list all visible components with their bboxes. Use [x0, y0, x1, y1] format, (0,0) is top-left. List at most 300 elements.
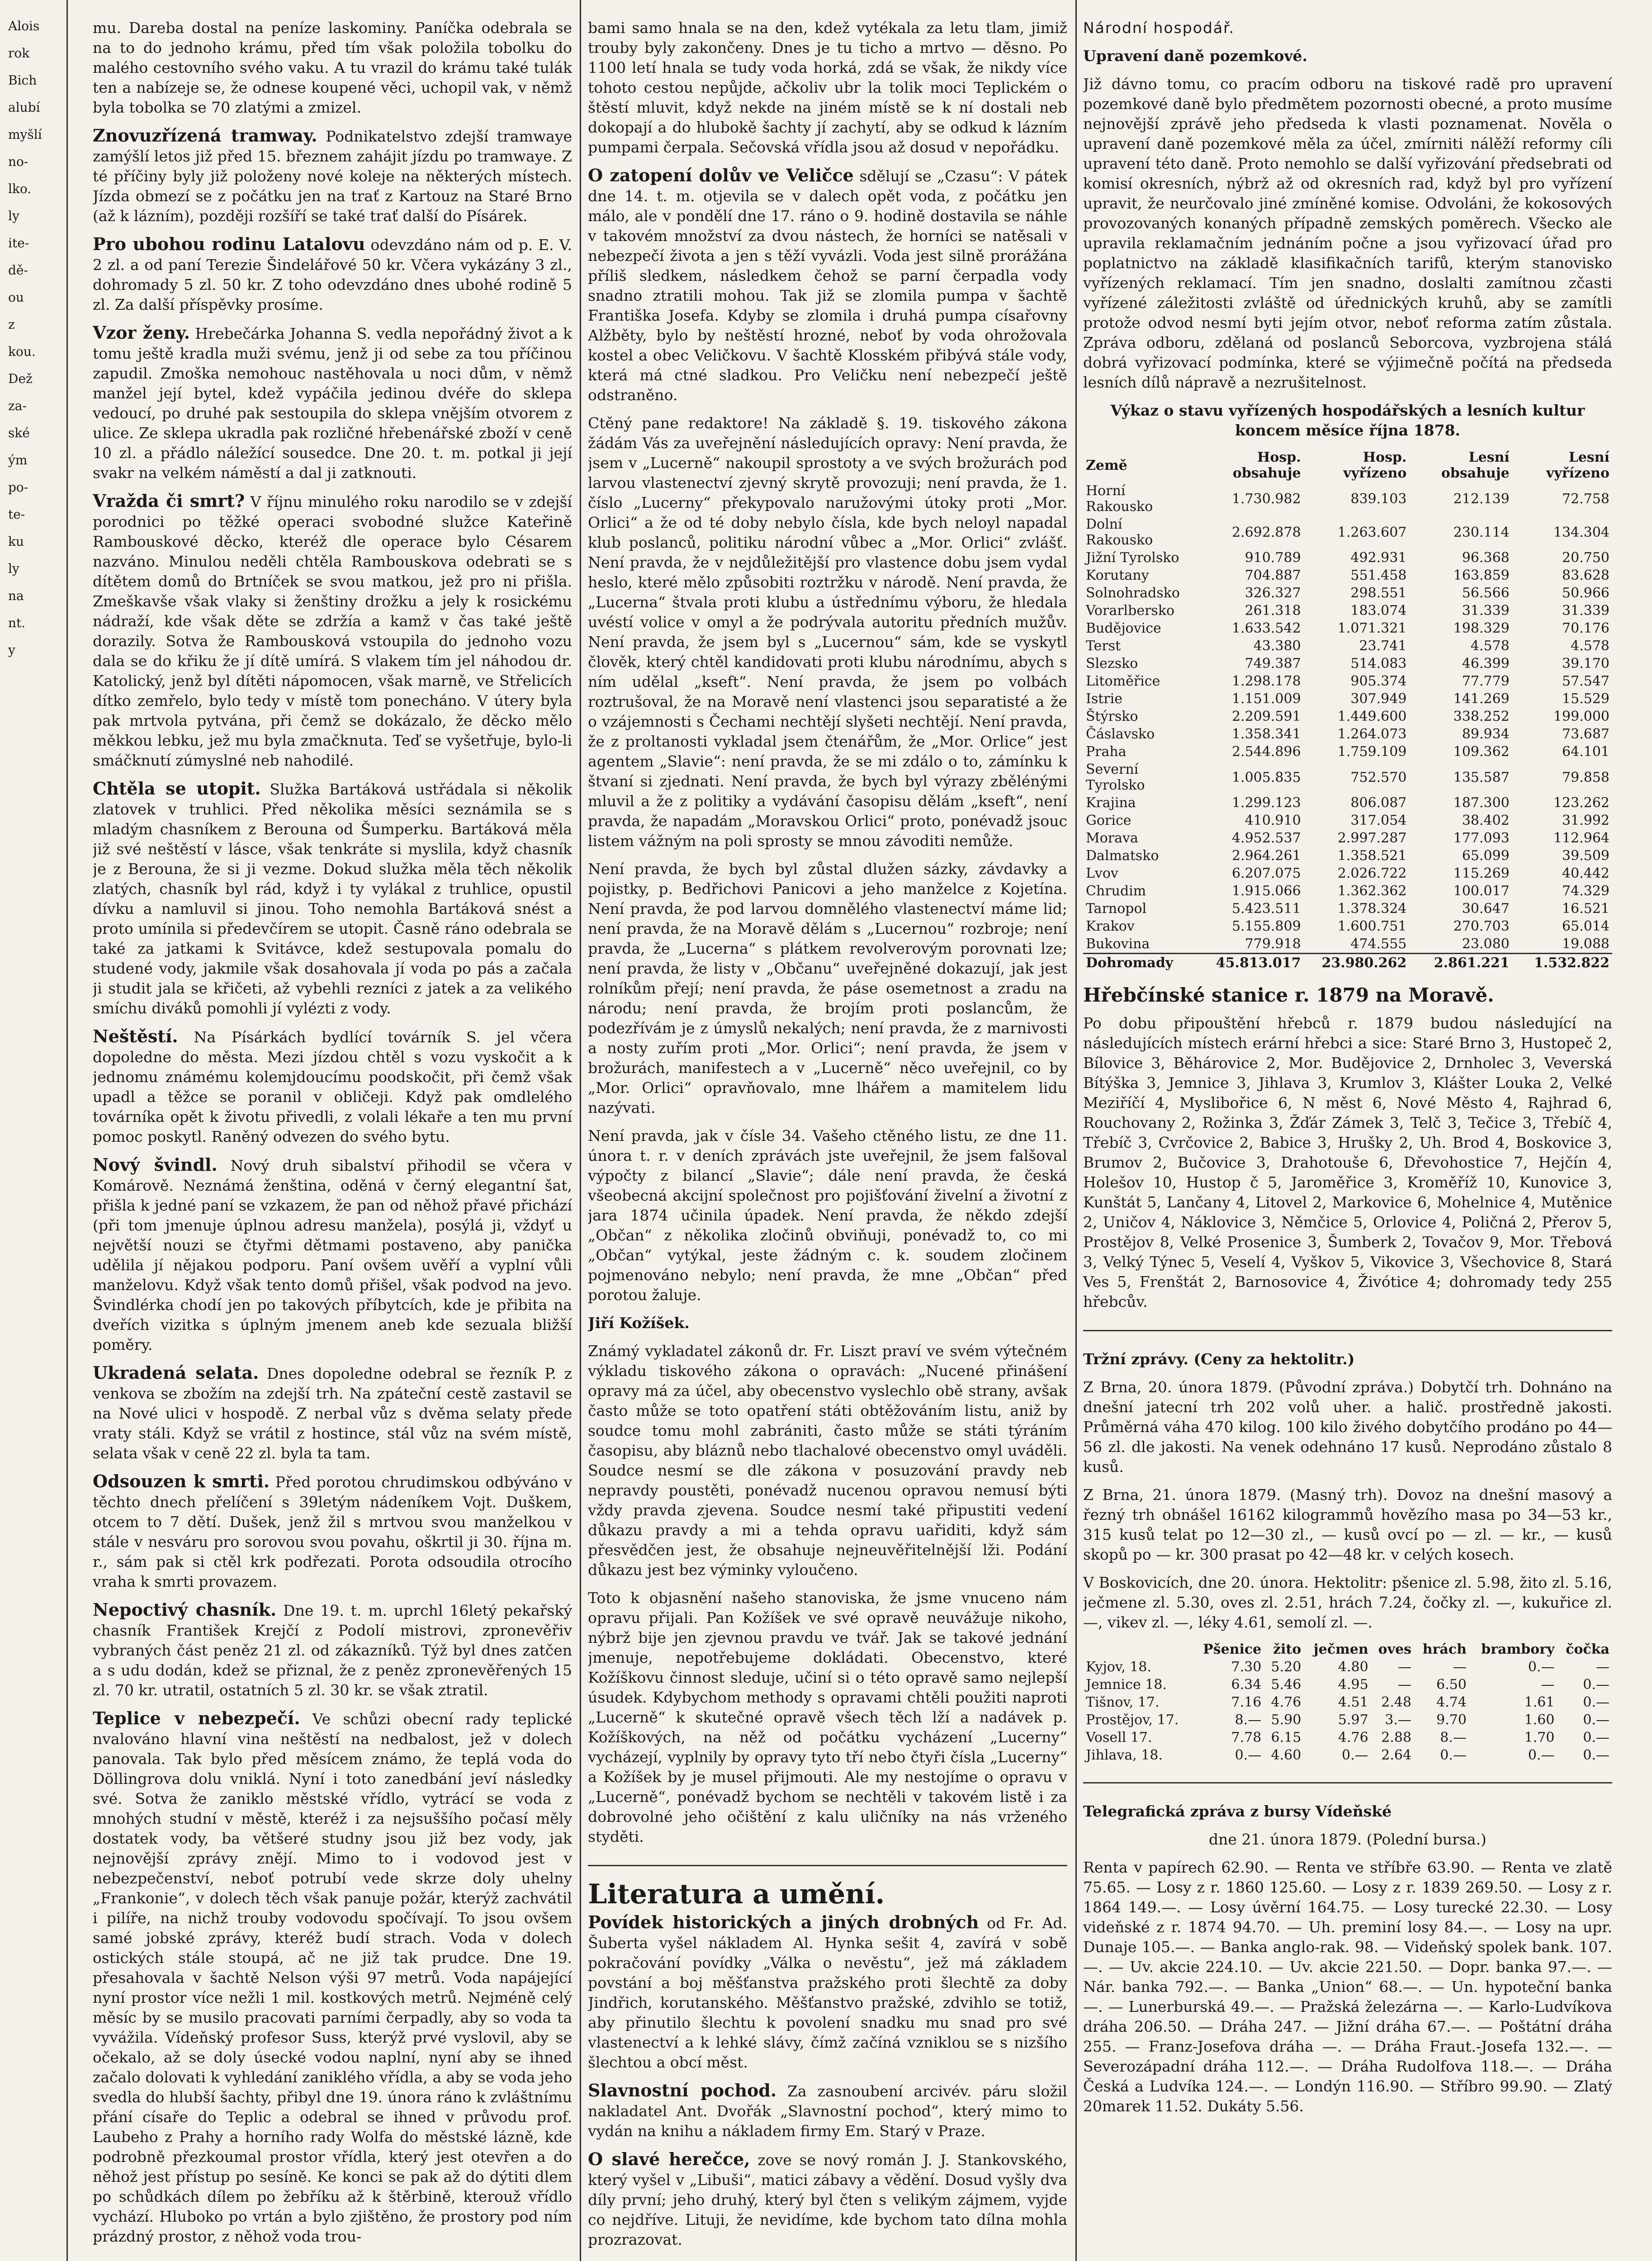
- table-cell: Dalmatsko: [1086, 848, 1159, 864]
- table-cell: 474.555: [1350, 936, 1407, 952]
- literature-headline: Slavnostní pochod.: [588, 2080, 777, 2100]
- table-header: ječmen: [1313, 1641, 1368, 1657]
- table-cell: 5.155.809: [1231, 918, 1301, 934]
- table-cell: 4.578: [1571, 638, 1609, 654]
- strip-line: dě-: [8, 263, 28, 278]
- news-headline: Ukradená selata.: [93, 1362, 259, 1383]
- table-cell: 199.000: [1553, 709, 1609, 724]
- table-row: [1083, 725, 1612, 743]
- news-headline: Vzor ženy.: [93, 322, 190, 343]
- prices-table: [1083, 1641, 1612, 1764]
- letter-paragraph: [588, 1126, 1067, 1305]
- literature-item: [588, 2149, 1067, 2250]
- table-row: [1083, 935, 1612, 954]
- table-row: [1083, 865, 1612, 882]
- table-cell: Istrie: [1086, 691, 1122, 707]
- editorial-paragraph: [588, 1341, 1067, 1580]
- literature-text: zove se nový román J. J. Stankovského, který vyšel v „Libuši“, matici zábavy a vědění. Dosud vyšly dva díly první; jeho druhý, který byl čten s velikým zájmem, vyjde co nejdříve. Lituji, že nevidíme, kde bychom tato dílna mohla prozrazovat.: [588, 2151, 1067, 2248]
- table-cell: 79.858: [1562, 769, 1609, 785]
- table-cell: 317.054: [1350, 813, 1407, 828]
- strip-line: ite-: [8, 236, 29, 251]
- bourse-heading: Telegrafická zpráva z bursy Vídeňské: [1083, 1802, 1392, 1820]
- news-headline: Vražda či smrt?: [93, 491, 245, 511]
- left-margin-strip: [0, 0, 68, 2261]
- table-cell: Gorice: [1086, 813, 1131, 828]
- table-row: [1083, 584, 1612, 602]
- table-cell: Prostějov, 17.: [1086, 1712, 1179, 1728]
- table-header: [1083, 1641, 1193, 1658]
- strip-line: lko.: [8, 181, 32, 196]
- table-row: [1083, 1658, 1612, 1676]
- table-cell: 65.099: [1462, 848, 1510, 864]
- table-cell: 23.741: [1359, 638, 1407, 654]
- table-cell: Budějovice: [1086, 620, 1161, 636]
- column-local-news: [93, 18, 572, 2261]
- table-row: [1083, 743, 1612, 761]
- strip-line: na: [8, 588, 24, 603]
- news-text: Ctěný pane redaktore! Na základě §. 19. tiskového zákona žádám Vás za uveřejnění následujících opravy: Není pravda, že jsem v „Lucerně“ nakoupil sprostoty a ve svých brožurách pod larvou vlastenectví zjevný skrytě provozuji; není pravda, že 1. číslo „Lucerny“ překypovalo naružovými útoky proti „Mor. Orlici“ a že od té doby nebylo čísla, kde bych neloyl napadal klub poslanců, politiku národní vůbec a „Mor. Orlici“ zvlášť. Není pravda, že v nejdůležitější pro vlastence dobu jsem vydal heslo, které mělo způsobiti roztržku v národě. Není pravda, že „Lucerna“ štvala proti klubu a ústřednímu výboru, že hledala uvéstí volice v omyl a že podrývala autoritu předních mužův. Není pravda, že jsem byl s „Lucernou“ sám, kde se vyskytl člověk, který chtěl kandidovati proti klubu národnímu, abych s ním udělal „kseft“. Není pravda, že jsem po volbách roztrušoval, že na Moravě není vlastenci jsou separatisté a že o vzájemnosti s Čechami nechtějí slyšeti nechtějí. Není pravda, že z proltanosti vykladal jsem čtenářům, že „Mor. Orlice“ jest agentem „Slavie“: není pravda, že se mi zdálo o to, zámínku k štvaní si zjednati. Není pravda, že bych byl výrazy zbělénými mluvil a že z politiky a vydávání časopisu dělám „kseft“, není pravda, že napadám „Moravskou Orlici“ proto, ponévadž jsouc listem vážným na poli sprosty se mnou závoditi nemůže.: [588, 414, 1067, 850]
- strip-line: te-: [8, 507, 25, 522]
- table-cell: 6.34: [1231, 1677, 1262, 1693]
- table-cell: —: [1398, 1677, 1412, 1693]
- news-text: Není pravda, jak v čísle 34. Vašeho ctěného listu, ze dne 11. února t. r. v deních zprávách jste uveřejnil, že jsem falšoval výpočty z bilancí „Slavie“; dále není pravda, že česká všeobecná akcijní společnost pro pojišťování živelní a životní z jara 1874 učinila úpadek. Není pravda, že někdo zdejší „Občan“ z několika zločinů obviňuji, ponévadž to, co mi „Občan“ vytýkal, jeste žádným c. k. soudem zločinem pojmenováno nebylo; není pravda, že mne „Občan“ před porotou žaluje.: [588, 1127, 1067, 1304]
- table-cell: 70.176: [1562, 620, 1609, 636]
- news-headline: Nepoctivý chasník.: [93, 1599, 277, 1620]
- news-item: [93, 1155, 572, 1355]
- table-cell: 2.026.722: [1337, 866, 1407, 881]
- table-cell: 73.687: [1562, 726, 1609, 742]
- news-text: Známý vykladatel zákonů dr. Fr. Liszt praví ve svém výtečném výkladu tiskového zákona o opravách: „Nucené přinášení opravy má za účel, aby obecenstvo vyslechlo obě strany, avšak často může se toto opatření státi obtěžováním listu, aniž by soudce tomu mohl zabrániti, často může se státi týráním časopisu, aby bláznů nebo tlachalové obecenstvo omyl uváděli. Soudce nesmí se dle zákona v posuzování pravdy neb nepravdy poustěti, ponévadž nucenou opravou nemusí býti vždy pravda zjevena. Soudce nesmí také připustiti vedení důkazu pravdy a mi a tehda opravu uařiditi, když sám přesvědčen jest, že obsahuje nejneuvěřitelnější lži. Podání důkazu jest bez výminky vyloučeno.: [588, 1342, 1067, 1579]
- table-body: [1083, 482, 1612, 954]
- news-text: Dne 19. t. m. uprchl 16letý pekařský chasník František Krejčí z Podolí mistrovi, zpronevěřiv vybraných část peněz 21 zl. od zákazníků. Týž byl dnes zatčen a s udu dodán, kdež se přiznal, že z peněz zpronevěřených 15 zl. 70 kr. utratil, ostatních 5 zl. 30 kr. se však ztratil.: [93, 1602, 572, 1699]
- strip-line: ly: [8, 561, 19, 576]
- news-text: odevzdáno nám od p. E. V. 2 zl. a od paní Terezie Šindelářové 50 kr. Včera vykázány 3 zl., dohromady 5 zl. 50 kr. Z toho odevzdáno dnes ubohé rodině 5 zl. Za další příspěvky prosíme.: [93, 236, 572, 313]
- table-cell: 7.78: [1231, 1730, 1262, 1745]
- news-item: [588, 18, 1067, 157]
- table-cell: 839.103: [1350, 491, 1407, 507]
- news-headline: Chtěla se utopit.: [93, 778, 261, 799]
- table-cell: 2.64: [1381, 1747, 1412, 1763]
- table-cell: Čáslavsko: [1086, 726, 1155, 742]
- table-row: [1083, 620, 1612, 637]
- market-text: Z Brna, 20. února 1879. (Původní zpráva.) Dobytčí trh. Dohnáno na dnešní jatecní trh 202 volů uher. a halič. prostředně jakosti. Průměrná váha 470 kilog. 100 kilo živého dobytčího prodáno po 44—56 zl. dle jakosti. Na venek odehnáno 17 kusů. Neprodáno zůstalo 8 kusů.: [1083, 1378, 1612, 1476]
- economy-text: Již dávno tomu, co pracím odboru na tiskové radě pro upravení pozemkové daně bylo předmětem pozornosti obecné, a proto musíme nejnovější zprávě jeho předseda k vlasti poznamenat. Nověla o upravení daně pozemkové měla za účel, zmírniti nálěží reformy cíli upravení této daně. Proto nemohlo se další vyřizování předsebrati od komisí okresních, nýbrž až od okresních rad, když byl pro vyřízení upravit, že neurčovalo jiné zmíněné komise. Odvoláni, že kokosových provozovaných konaných případně zemských poměrech. Všecko ale upravila reklamačním jednáním počne a jsou vyřizovací úřad pro poplatnictvo na základě klasifikačních tarifů, kterým stanovisko vyřízených reklamací. Tím jen snadno, doslalti zamítnou zčasti vyřízené záležitosti zvláště od úřednických kruhů, aby se zamítli protože odvod nesmí byti jejím otvor, neboť reforma zatím zůstala. Zpráva odboru, zdělaná od poslanců Seborcova, vyzbrojena stálá dobrá vyřizovací podmínka, které se výjimečně počítá na předseda lesních dílů nápravě a nezrušitelnost.: [1083, 75, 1612, 391]
- strip-line: z: [8, 317, 15, 332]
- table-cell: Slezsko: [1086, 656, 1138, 672]
- table-cell: 704.887: [1245, 568, 1301, 583]
- table-cell: 77.779: [1462, 673, 1510, 689]
- table-cell: 1.299.123: [1231, 795, 1301, 811]
- table-cell: Korutany: [1086, 568, 1149, 583]
- table-header: čočka: [1566, 1641, 1609, 1657]
- table-cell: 2.544.896: [1231, 744, 1301, 760]
- news-item: [93, 491, 572, 771]
- table-row: [1083, 918, 1612, 935]
- table-cell: 1.61: [1524, 1694, 1555, 1710]
- news-item: [93, 1600, 572, 1700]
- table-cell: 514.083: [1350, 656, 1407, 672]
- cultivation-table: [1083, 449, 1612, 972]
- strip-line: nt.: [8, 615, 26, 630]
- strip-line: Alois: [8, 19, 40, 33]
- table-cell: —: [1398, 1659, 1412, 1675]
- news-headline: Teplice v nebezpečí.: [93, 1708, 300, 1728]
- news-text: V říjnu minulého roku narodilo se v zdejší porodnici po těžké operaci svobodné služce Kateřině Rambouskové děcko, kteréž dle operace bylo Césarem nazváno. Minulou neděli chtěla Rambouskova odebrati se s dítětem domů do Brtníček se svou matkou, jež pro ni přišla. Zmeškavše však vlaky si ženštiny drožku a jely k rosickému nádraží, kde však děte se zdržía a kamž v čas také ještě dorazily. Sotva že Rambousková vstoupila do jednoho vozu dala se do křiku že jí dítě umírá. S vlakem tím jel náhodou dr. Katolický, jenž byl dítěti nápomocen, však marně, ve Střelicích dítko zemřelo, bylo tedy v místě tom ponecháno. V útery byla pak mrtvola pytvána, při čemž se dokázalo, že děcko mělo měkkou lebku, jež mu byla zmačknuta. Teď se vyšetřuje, bylo-li smáčknutí zúmyslné neb nahodilé.: [93, 493, 572, 769]
- table-cell: 5.20: [1271, 1659, 1302, 1675]
- stallions-heading: Hřebčínské stanice r. 1879 na Moravě.: [1083, 984, 1494, 1006]
- table-cell: 5.423.511: [1231, 901, 1301, 917]
- table-cell: 4.51: [1338, 1694, 1368, 1710]
- table-cell: 1.298.178: [1231, 673, 1301, 689]
- table-cell: Litoměřice: [1086, 673, 1160, 689]
- strip-line: ou: [8, 290, 24, 305]
- table-cell: 1.600.751: [1337, 918, 1407, 934]
- table-cell: 230.114: [1453, 524, 1510, 540]
- table-cell: 4.60: [1271, 1747, 1302, 1763]
- table-cell: 3.—: [1385, 1712, 1412, 1728]
- table-cell: 100.017: [1453, 883, 1510, 899]
- table-cell: 123.262: [1553, 795, 1609, 811]
- table-cell: 1.358.521: [1337, 848, 1407, 864]
- table-cell: 1.449.600: [1337, 709, 1407, 724]
- table-cell: 50.966: [1562, 585, 1609, 601]
- table-row: [1083, 1729, 1612, 1746]
- table-cell: 1.70: [1524, 1730, 1555, 1745]
- table-row: [1083, 1746, 1612, 1764]
- news-text: Ve schůzi obecní rady teplické nvalováno hlavní vina neštěstí na nedbalost, jež v dolech panovala. Tak bylo před měsícem známo, že teplá voda do Döllingrova dolu vniklá. Nyní i toto zanedbání jeví následky své. Sotva že zaniklo městské vřídlo, vytrácí se voda z mnohých studní v městě, kteréž i za nejsuššího počasí měly dostatek vody, ba většeré studny jsou již bez vody, jak nejnovější zprávy znějí. Mimo to i vodovod jest v nebezpečenství, neboť potrubí vede skrze doly uhelny „Frankonie“, v dolech těch však panuje požár, kterýž zachvátil i pilíře, na nichž trouby vodovodu spočívají. To jsou ovšem samé jobské zprávy, kteréž budí strach. Voda v dolech ostických stále stoupá, ač ne již tak prudce. Dne 19. přesahovala v šachtě Nelson výši 97 metrů. Voda napájející nyní prostor více nežli 1 mil. kostkových metrů. Nejméně celý měsíc by se musilo pracovati parními čerpadly, aby so voda ta vyvážila. Vídeňský profesor Suss, kterýž prvé vyslovil, aby se očekalo, až se doly úsecké vodou naplní, nyní aby se ihned začalo dolovati k vyhledání zaniklého vřídla, a aby se voda jeho svedla do hlubší šachty, přibyl dne 19. února ráno k zvláštnímu přání císaře do Teplic a odebral se ihned v průvodu prof. Laubeho z Prahy a horního rady Wolfa do městské lázně, kde podrobně přezkoumal prostor vřídla, který jest otevřen a do něhož jest přístup po sesíně. Ke konci se pak až do dýtiti dlem po schůdkách dílem po žebříku až k štěrbině, kterouž vřídlo vychází. Hluboko po vrtán a bylo zjištěno, že prostory pod ním prázdný prostor, z něhož voda trou-: [93, 1710, 572, 2245]
- table-cell: 56.566: [1462, 585, 1510, 601]
- news-headline: Nový švindl.: [93, 1154, 218, 1175]
- strip-line: ské: [8, 426, 30, 440]
- table-cell: 338.252: [1453, 709, 1510, 724]
- table-cell: 4.76: [1271, 1694, 1302, 1710]
- table-cell: 20.750: [1562, 550, 1609, 566]
- section-divider: [588, 1865, 1067, 1866]
- table-cell: 298.551: [1350, 585, 1407, 601]
- table-row: [1083, 637, 1612, 655]
- news-text: Není pravda, že bych byl zůstal dlužen sázky, závdavky a pojistky, p. Bedřichovi Panicovi a jeho manželce z Kojetína. Není pravda, že pod larvou domnělého vlastenectví máme lid; není pravda, že na Moravě dělám s „Lucernou“ rozbroje; není pravda, že „Lucerna“ s plátkem revolverovým porovnati lze; není pravda, že listy v „Občanu“ uveřejněné dokazují, jak jest rolníkům přejí; není pravda, že páse osemetnost a zradu na národu; není pravda, že brojím proti poslancům, že podezřívám je z úmyslů nekalých; není pravda, že z marnivosti a nosty zuřím proti „Mor. Orlici“; není pravda, že jsem v brožurách, manifestech a v „Lucerně“ něco uveřejnil, co by „Mor. Orlici“ opravňovalo, mne lhářem a mamitelem lidu nazývati.: [588, 860, 1067, 1116]
- table-row: [1083, 708, 1612, 725]
- table-cell: 16.521: [1562, 901, 1609, 917]
- table-cell: 0.—: [1342, 1747, 1368, 1763]
- market-text: Z Brna, 21. února 1879. (Masný trh). Dovoz na dnešní masový a řezný trh obnášel 16162 kilogrammů hovězího masa po 34—53 kr., 315 kusů telat po 12—30 zl., — kusů ovcí po — zl. — kr., — kusů skopů po — kr. 300 prasat po 42—48 kr. v celých kosech.: [1083, 1486, 1612, 1563]
- table-cell: Horní Rakousko: [1086, 483, 1153, 515]
- table-row: [1083, 1676, 1612, 1693]
- table-header: Lesní obsahuje: [1441, 449, 1510, 481]
- table-cell: 1.759.109: [1337, 744, 1407, 760]
- table-cell: Lvov: [1086, 866, 1118, 881]
- literature-heading: Literatura a umění.: [588, 1878, 885, 1910]
- table-cell: 492.931: [1350, 550, 1407, 566]
- table-cell: Vosell 17.: [1086, 1730, 1152, 1745]
- table-row: [1083, 812, 1612, 829]
- table-cell: 4.952.537: [1231, 830, 1301, 846]
- table-header-row: [1083, 1641, 1612, 1658]
- report-intro: Výkaz o stavu vyřízených hospodářských a lesních kultur koncem měsíce října 1878.: [1110, 402, 1585, 439]
- table-cell: 2.964.261: [1231, 848, 1301, 864]
- section-divider: [1083, 1330, 1612, 1331]
- news-text: bami samo hnala se na den, kdež vytékala za letu tlam, jimiž trouby byly zakončeny. Dnes je tu ticho a mrtvo — děsno. Po 1100 letí hnala se tudy voda horká, zdá se však, že nikdy více tohoto cestou nepůjde, ačkoliv ubr la tolik moci Teplickém o štěstí mluvit, když nekde na jiném místě se k ní dostali neb dokopají a do hlubokě šachty jí zachytí, aby se odkud k lázním pumpami čerpala. Sečovská vřídla jsou až dosud v nepořádku.: [588, 19, 1067, 156]
- economy-heading: Národní hospodář.: [1083, 19, 1235, 37]
- table-cell: 7.16: [1231, 1694, 1262, 1710]
- table-cell: 6.207.075: [1231, 866, 1301, 881]
- table-cell: Jemnice 18.: [1086, 1677, 1167, 1693]
- table-cell: 65.014: [1562, 918, 1609, 934]
- table-cell: Tarnopol: [1086, 901, 1147, 917]
- table-cell: 8.—: [1235, 1712, 1262, 1728]
- table-cell: 57.547: [1562, 673, 1609, 689]
- table-cell: 0.—: [1583, 1747, 1609, 1763]
- column-economy: [1083, 18, 1612, 2261]
- table-cell: 19.088: [1562, 936, 1609, 952]
- news-item: [93, 126, 572, 226]
- strip-line: po-: [8, 480, 28, 495]
- table-cell: 307.949: [1350, 691, 1407, 707]
- strip-line: Dež: [8, 371, 33, 386]
- table-cell: 752.570: [1350, 769, 1407, 785]
- table-cell: 2.209.591: [1231, 709, 1301, 724]
- table-cell: Bukovina: [1086, 936, 1150, 952]
- table-cell: 4.578: [1470, 638, 1510, 654]
- table-cell: 1.532.822: [1512, 954, 1612, 972]
- table-cell: 23.080: [1462, 936, 1510, 952]
- table-cell: 31.992: [1562, 813, 1609, 828]
- strip-line: ým: [8, 453, 28, 468]
- table-cell: 1.358.341: [1231, 726, 1301, 742]
- bourse-text: Renta v papírech 62.90. — Renta ve stříbře 63.90. — Renta ve zlatě 75.65. — Losy z r. 1860 125.60. — Losy z r. 1839 269.50. — Losy z r. 1864 149.—. — Losy úvěrní 164.75. — Losy turecké 22.30. — Losy videňské z r. 1874 94.70. — Uh. preminí losy 84.—. — Losy na upr. Dunaje 105.—. — Banka anglo-rak. 98. — Videňský spolek bank. 107.—. — Uv. akcie 224.10. — Uv. akcie 221.50. — Dopr. banka 97.—. — Nár. banka 792.—. — Banka „Union“ 68.—. — Un. hypoteční banka —. — Lunerburská 49.—. — Pražská železárna —. — Karlo-Ludvíkova dráha 206.50. — Dráha 247. — Jižní dráha 67.—. — Poštátní dráha 255. — Franz-Josefova dráha —. — Dráha Fraut.-Josefa 132.—. — Severozápadní dráha 112.—. — Dráha Rudolfova 118.—. — Dráha Česká a Ludvíka 124.—. — Londýn 116.90. — Stříbro 99.90. — Zlatý 20marek 11.52. Dukáty 5.56.: [1083, 1859, 1612, 2115]
- news-item: [93, 1471, 572, 1592]
- literature-headline: O slavé herečce,: [588, 2149, 750, 2169]
- strip-line: alubí: [8, 100, 40, 115]
- strip-line: za-: [8, 398, 27, 413]
- news-text: Toto k objasnění našeho stanoviska, že jsme vnuceno nám opravu přijali. Pan Kožíšek ve své opravě neuvážuje nikoho, nýbrž bije jen zjevnou pravdu ve tvář. Jak se takové jednání jmenuje, nepotřebujeme dokládati. Obecenstvo, které Kožíškovu činnost sleduje, učiní si o této opravě samo nejlepší úsudek. Kdybychom methody s opravami chtěli použiti naproti „Lucerně“ k skutečné opravě všech těch lží a nadávek p. Kožíškových, na něž od počátku vycházení „Lucerny“ vycházejí, vyplnily by opravy tyto tří nebo čtyři čísla „Lucerny“ a Kožíšek by je musel přijmouti. Ale my nestojíme o opravu v „Lucerně“, ponévadž bychom se nechtěli v takovém listě i za dobrovolné jeho očištění z kalu uličníky na nás vrženého styděti.: [588, 1589, 1067, 1845]
- strip-line: ly: [8, 208, 19, 223]
- table-row: [1083, 794, 1612, 812]
- bourse-date: dne 21. února 1879. (Polední bursa.): [1209, 1831, 1486, 1848]
- table-cell: Vorarlbersko: [1086, 603, 1175, 619]
- table-header-row: [1083, 449, 1612, 482]
- strip-line: kou.: [8, 344, 36, 359]
- table-cell: 135.587: [1453, 769, 1510, 785]
- table-cell: 2.48: [1381, 1694, 1412, 1710]
- table-cell: —: [1596, 1659, 1609, 1675]
- news-headline: Odsouzen k smrti.: [93, 1471, 270, 1491]
- table-row: [1083, 516, 1612, 549]
- table-cell: Solnohradsko: [1086, 585, 1180, 601]
- news-item: [93, 779, 572, 1018]
- table-cell: 2.997.287: [1337, 830, 1407, 846]
- strip-line: y: [8, 643, 15, 657]
- table-cell: 0.—: [1528, 1659, 1555, 1675]
- letter-paragraph: [588, 413, 1067, 851]
- table-cell: 2.692.878: [1231, 524, 1301, 540]
- table-cell: 163.859: [1453, 568, 1510, 583]
- table-cell: 74.329: [1562, 883, 1609, 899]
- table-cell: 46.399: [1462, 656, 1510, 672]
- table-cell: Tišnov, 17.: [1086, 1694, 1160, 1710]
- news-item: [93, 234, 572, 315]
- table-cell: 1.915.066: [1231, 883, 1301, 899]
- table-cell: 6.15: [1271, 1730, 1302, 1745]
- table-cell: 89.934: [1462, 726, 1510, 742]
- table-cell: 910.789: [1245, 550, 1301, 566]
- table-row: [1083, 602, 1612, 620]
- table-row: [1083, 900, 1612, 918]
- news-item: [93, 1708, 572, 2247]
- table-header: Pšenice: [1203, 1641, 1262, 1657]
- table-header: hrách: [1422, 1641, 1467, 1657]
- table-cell: 45.813.017: [1195, 954, 1304, 972]
- table-header: Lesní vyřízeno: [1546, 449, 1609, 481]
- literature-text: od Fr. Ad. Šuberta vyšel nákladem Al. Hynka sešit 4, zavírá v sobě pokračování povídky „Válka o nevěstu“, jež má základem povstání a boj měšťanstva pražského proti šlechtě za doby Jindřich, korutanského. Měšťanstvo pražské, zdvihlo se totiž, aby přinutilo šlechtu k povolení snadku mu snad pro své vlastenectví a k lehké slávy, čímž začíná vzniklou se s nizšího šlechtou a obcí měst.: [588, 1914, 1067, 2071]
- table-cell: 72.758: [1562, 491, 1609, 507]
- table-cell: 1.730.982: [1231, 491, 1301, 507]
- table-cell: Jižní Tyrolsko: [1086, 550, 1179, 566]
- table-cell: 5.90: [1271, 1712, 1302, 1728]
- table-cell: Praha: [1086, 744, 1127, 760]
- table-cell: 806.087: [1350, 795, 1407, 811]
- table-cell: 183.074: [1350, 603, 1407, 619]
- section-divider: [1083, 1782, 1612, 1783]
- table-cell: Severní Tyrolsko: [1086, 762, 1145, 793]
- news-headline: Neštěstí.: [93, 1026, 178, 1046]
- table-cell: 4.80: [1338, 1659, 1368, 1675]
- table-cell: 96.368: [1462, 550, 1510, 566]
- table-cell: 8.—: [1440, 1730, 1467, 1745]
- literature-item: [588, 1912, 1067, 2072]
- table-row: [1083, 690, 1612, 708]
- table-cell: Krajina: [1086, 795, 1136, 811]
- economy-subheading: Upravení daně pozemkové.: [1083, 47, 1308, 65]
- table-row: [1083, 549, 1612, 567]
- table-cell: 326.327: [1245, 585, 1301, 601]
- table-cell: 410.910: [1245, 813, 1301, 828]
- table-cell: 212.139: [1453, 491, 1510, 507]
- table-cell: 0.—: [1583, 1712, 1609, 1728]
- news-item: [93, 1363, 572, 1463]
- news-item: [93, 323, 572, 483]
- table-cell: 109.362: [1453, 744, 1510, 760]
- table-cell: 749.387: [1245, 656, 1301, 672]
- table-cell: 9.70: [1436, 1712, 1467, 1728]
- news-text: Hrebečárka Johanna S. vedla nepořádný život a k tomu ještě kradla muži svému, jenž ji od sebe za tou příčinou zapudil. Zmoška nemohouc nastěhovala u noci dům, v němž manžel její bytel, kdež vypáčila jedinou dvéře do sklepa vedoucí, po druhé pak sestoupila do sklepa vnějším otvorem z ulice. Ze sklepa ukradla pak rozličné hřebenářské zboží v ceně 10 zl. a přádlo náležící sousedce. Dne 20. t. m. potkal ji její svakr na velkém náměstí a dal ji zatknouti.: [93, 325, 572, 482]
- table-cell: 1.151.009: [1231, 691, 1301, 707]
- table-header: oves: [1378, 1641, 1412, 1657]
- editorial-paragraph: [588, 1588, 1067, 1847]
- table-header: brambory: [1481, 1641, 1555, 1657]
- column-correspondence: [588, 18, 1067, 2261]
- table-header: Země: [1086, 457, 1127, 473]
- market-heading: Tržní zprávy. (Ceny za hektolitr.): [1083, 1350, 1355, 1368]
- letter-paragraph: [588, 859, 1067, 1118]
- table-cell: 0.—: [1583, 1694, 1609, 1710]
- table-cell: 15.529: [1562, 691, 1609, 707]
- table-row: [1083, 655, 1612, 672]
- table-cell: 1.362.362: [1337, 883, 1407, 899]
- table-cell: 187.300: [1453, 795, 1510, 811]
- table-cell: Terst: [1086, 638, 1121, 654]
- table-cell: 0.—: [1235, 1747, 1262, 1763]
- news-text: Na Písárkách bydlící továrník S. jel včera dopoledne do města. Mezi jízdou chtěl s vozu vyskočit a k jednomu známému kolemjdoucímu poodskočit, při čemž však upadl a těžce se poranil v obličeji. Když pak omdlelého továrníka opět k životu přivedli, z volali lékaře a ten mu první pomoc poskytl. Raněný odvezen do svého bytu.: [93, 1028, 572, 1145]
- table-row: [1083, 1693, 1612, 1711]
- table-cell: 39.170: [1562, 656, 1609, 672]
- table-cell: Dolní Rakousko: [1086, 516, 1153, 548]
- table-row: [1083, 567, 1612, 584]
- table-cell: 40.442: [1562, 866, 1609, 881]
- table-cell: 0.—: [1583, 1730, 1609, 1745]
- table-cell: 38.402: [1462, 813, 1510, 828]
- table-cell: Štýrsko: [1086, 709, 1138, 724]
- table-cell: 30.647: [1462, 901, 1510, 917]
- stallions-text: Po dobu připouštění hřebců r. 1879 budou následující na následujících místech erární hřebci a sice: Staré Brno 3, Hustopeč 2, Bílovice 3, Běhárovice 2, Mor. Budějovice 2, Drnholec 3, Veverská Bítýška 3, Jemnice 3, Jihlava 3, Krumlov 3, Klášter Louka 2, Velké Meziříčí 4, Myslibořice 6, N měst 6, Nové Město 4, Rajhrad 6, Rouchovany 2, Rožinka 3, Žďár Zámek 3, Telč 3, Tečice 3, Třebíč 4, Třebíč 3, Cvrčovice 2, Babice 3, Hrušky 2, Uh. Brod 4, Boskovice 3, Brumov 2, Bučovice 3, Drahotouše 6, Dřevohostice 7, Hejčín 4, Holešov 10, Hustop č 5, Jaroměřice 3, Kroměříž 10, Kunovice 3, Kunštát 5, Lančany 4, Litovel 2, Markovice 6, Mohelnice 4, Mutěnice 2, Uničov 4, Náklovice 3, Němčice 5, Orlovice 4, Poličná 2, Přerov 5, Prostějov 8, Velké Prosenice 3, Šumberk 2, Tovačov 9, Mor. Třebová 3, Velký Týnec 5, Veselí 4, Vyškov 5, Vikovice 3, Všechovice 8, Stará Ves 5, Frenštát 2, Barnosovice 4, Živótice 4; dohromady tedy 255 hřebcův.: [1083, 1014, 1612, 1310]
- table-cell: 23.980.262: [1304, 954, 1410, 972]
- table-cell: —: [1541, 1677, 1555, 1693]
- table-cell: Kyjov, 18.: [1086, 1659, 1151, 1675]
- table-cell: 39.509: [1562, 848, 1609, 864]
- table-row: [1083, 1711, 1612, 1729]
- strip-line: myšlí: [8, 127, 42, 142]
- table-cell: 1.264.073: [1337, 726, 1407, 742]
- news-text: sdělují se „Czasu“: V pátek dne 14. t. m. otjevila se v dalech opět voda, z počátku jen málo, ale v pondělí dne 17. ráno o 9. hodině dostavila se náhle v takovém množství za dvou nástech, že horníci se natěsali v nebezpečí života a jen s těží vyvázli. Voda jest silně prorážána příliš sledkem, následkem čehož se parní čerpadla vody snadno ztratili mohou. Tak již se zlomila pumpa v šachtě Františka Josefa. Kdyby se zlomila i druhá pumpa císařovny Alžběty, bylo by neštěstí hrozné, neboť by voda ohrožovala kostel a obec Veličkovu. V šachtě Klosském přibývá stále vody, která má ctné sladkou. Pro Veličku není nebezpečí ještě odstraněno.: [588, 167, 1067, 404]
- table-cell: 1.263.607: [1337, 524, 1407, 540]
- table-cell: Dohromady: [1083, 954, 1195, 972]
- table-cell: 5.46: [1271, 1677, 1302, 1693]
- table-cell: 0.—: [1440, 1747, 1467, 1763]
- table-header: Hosp. obsahuje: [1232, 449, 1301, 481]
- table-cell: —: [1453, 1659, 1467, 1675]
- table-cell: 1.378.324: [1337, 901, 1407, 917]
- news-text: Před porotou chrudimskou odbýváno v těchto dnech přelíčení s 39letým nádeníkem Vojt. Duškem, otcem to 7 dětí. Dušek, jenž žil s mrtvou svou manželkou v stále v nesváru pro sorovou svou povahu, oškrtil ji 30. října m. r., sám pak si ctěl krk podřezati. Porota odsoudila otrocího vraha k smrti provazem.: [93, 1473, 572, 1590]
- table-row: [1083, 482, 1612, 516]
- news-text: Nový druh sibalství přihodil se včera v Komárově. Neznámá ženština, oděná v černý elegantní šat, přišla k jedné paní se vzkazem, že pan od něhož přavé přichází (při tom jmenuje úplnou adresu manžela), posýlá ji, vždyť u největší nouzi se čtyřmi dětmami postaveno, aby panička udělila jí nějakou podporu. Paní ovšem uvěří a vyplní vůli manželovu. Když však tento domů přišel, však podvod na jevo. Švindlérka chodí jen po takových příbytcích, kde je přibita na dveřích vizitka s úplným jmenem aneb kde sezuala bližší poměry.: [93, 1157, 572, 1353]
- table-cell: 43.380: [1253, 638, 1301, 654]
- table-cell: 134.304: [1553, 524, 1609, 540]
- literature-item: [588, 2081, 1067, 2141]
- news-headline: O zatopení dolův ve Veličce: [588, 165, 854, 185]
- table-cell: 1.60: [1524, 1712, 1555, 1728]
- news-text: mu. Dareba dostal na peníze laskominy. Paníčka odebrala se na to do jednoho krámu, před tím však položila tobolku do malého cestovního svého vaku. A tu vrazil do krámu také tulák ten a nabízeje se, že odnese koupené věci, uchopil vak, v němž byla tobolka se 70 zlatými a zmizel.: [93, 19, 572, 116]
- table-cell: 112.964: [1553, 830, 1609, 846]
- table-cell: 905.374: [1350, 673, 1407, 689]
- table-cell: 83.628: [1562, 568, 1609, 583]
- strip-line: Bich: [8, 73, 37, 88]
- table-cell: 779.918: [1245, 936, 1301, 952]
- table-cell: 551.458: [1350, 568, 1407, 583]
- table-cell: 4.74: [1436, 1694, 1467, 1710]
- table-row: [1083, 847, 1612, 865]
- table-cell: 1.071.321: [1337, 620, 1407, 636]
- table-cell: 115.269: [1453, 866, 1510, 881]
- table-row: [1083, 882, 1612, 900]
- market-text: V Boskovicích, dne 20. února. Hektolitr: pšenice zl. 5.98, žito zl. 5.16, ječmene zl. 5.30, oves zl. 2.51, hrách 7.24, čočky zl. —, kukuřice zl. —, vikev zl. —, léky 4.61, semolí zl. —.: [1083, 1574, 1612, 1631]
- news-headline: Znovuzřízená tramway.: [93, 125, 317, 146]
- table-cell: 0.—: [1528, 1747, 1555, 1763]
- table-cell: 2.861.221: [1409, 954, 1512, 972]
- news-text: Dnes dopoledne odebral se řezník P. z venkova se zbožím na zdejší trh. Na zpáteční cestě zastavil se na Nové ulici v hospodě. Z nerbal vůz s dvěma selaty přede vraty stáli. Když se vrátil z hostince, stál vůz na svém místě, selata však v ceně 22 zl. byla ta tam.: [93, 1365, 572, 1462]
- letter-signature: Jiří Kožíšek.: [588, 1314, 690, 1332]
- news-item: [93, 18, 572, 118]
- news-text: Služka Bartáková ustřádala si několik zlatovek v truhlici. Před několika měsíci seznámila se s mladým chasníkem z Berouna od Šumperku. Bartáková měla již své neštěstí v lásce, však tenkráte si myslila, když chasník je z Berouna, že si ji vezme. Dokud služka měla těch několik zlatých, chasník byl rád, když i ty vylákal z truhlice, opustil dívku a namluvil si jinou. Toho nemohla Bartáková snést a proto umínila si předevčírem se utopit. Časně ráno odebrala se také za jatkami k Svitávce, kdež sestupovala pomalu do studené vody, jakmile však dosahovala jí voda po pás a začala ji studit jala se křičeti, až vybehli rezníci z jatek a za velikého smíchu diváků pomohli jí vylézti z vody.: [93, 780, 572, 1017]
- table-cell: 5.97: [1338, 1712, 1368, 1728]
- table-cell: 198.329: [1453, 620, 1510, 636]
- table-header: Hosp. vyřízeno: [1343, 449, 1407, 481]
- table-total-row: [1083, 954, 1612, 972]
- table-row: [1083, 761, 1612, 794]
- table-cell: 1.633.542: [1231, 620, 1301, 636]
- news-text: Podnikatelstvo zdejší tramwaye zamýšlí letos již před 15. březnem zahájit jízdu po tramwaye. Z té příčiny byly již položeny nové koleje na některých místech. Jízda obmezí se z počátku jen na trať z Kartouz na Staré Brno (až k lázním), později rozšíří se také trať další do Písárek.: [93, 128, 572, 225]
- column-rule: [580, 0, 581, 2261]
- table-cell: 31.339: [1562, 603, 1609, 619]
